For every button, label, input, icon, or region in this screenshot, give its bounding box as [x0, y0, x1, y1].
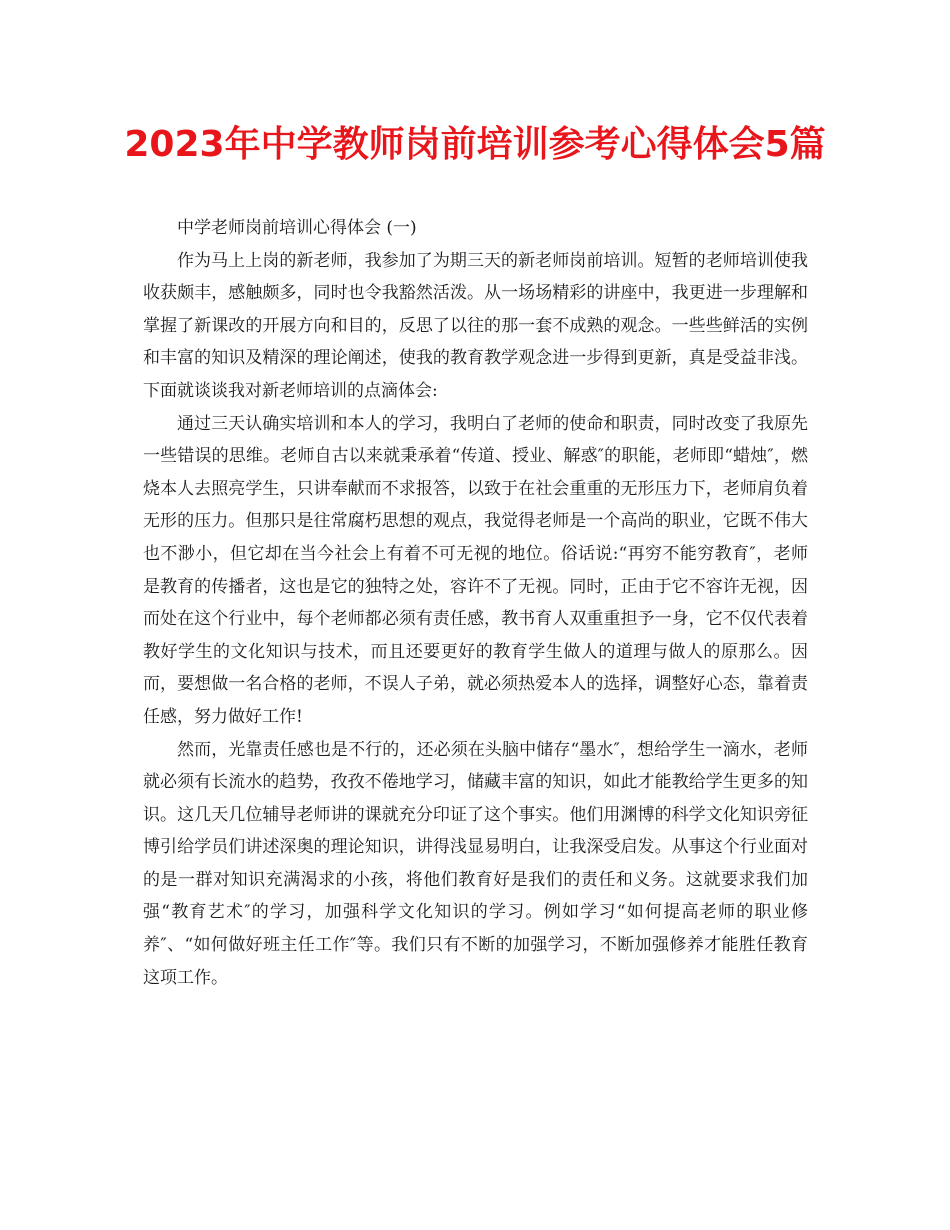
paragraph: 作为马上上岗的新老师，我参加了为期三天的新老师岗前培训。短暂的老师培训使我收获颇丰，感触颇多，同时也令我豁然活泼。从一场场精彩的讲座中，我更进一步理解和掌握了新课改的开展方向和目的，反思了以往的那一套不成熟的观念。一些些鲜活的实例和丰富的知识及精深的理论阐述，使我的教育教学观念进一步得到更新，真是受益非浅。下面就谈谈我对新老师培训的点滴体会:: [143, 250, 808, 401]
paragraph: 然而，光靠责任感也是不行的，还必须在头脑中储存“墨水″，想给学生一滴水，老师就必须有长流水的趋势，孜孜不倦地学习，储藏丰富的知识，如此才能教给学生更多的知识。这几天几位辅导老师讲的课就充分印证了这个事实。他们用渊博的科学文化知识旁征博引给学员们讲述深奥的理论知识，讲得浅显易明白，让我深受启发。从事这个行业面对的是一群对知识充满渴求的小孩，将他们教育好是我们的责任和义务。这就要求我们加强“教育艺术″的学习，加强科学文化知识的学习。例如学习“如何提高老师的职业修养″、“如何做好班主任工作″等。我们只有不断的加强学习，不断加强修养才能胜任教育这项工作。: [143, 739, 808, 988]
document-title: 2023年中学教师岗前培训参考心得体会5篇: [124, 124, 826, 165]
paragraph: 通过三天认确实培训和本人的学习，我明白了老师的使命和职责，同时改变了我原先一些错误的思维。老师自古以来就秉承着“传道、授业、解惑″的职能，老师即“蜡烛″，燃烧本人去照亮学生，只讲奉献而不求报答，以致于在社会重重的无形压力下，老师肩负着无形的压力。但那只是往常腐朽思想的观点，我觉得老师是一个高尚的职业，它既不伟大也不渺小，但它却在当今社会上有着不可无视的地位。俗话说:“再穷不能穷教育″，老师是教育的传播者，这也是它的独特之处，容许不了无视。同时，正由于它不容许无视，因而处在这个行业中，每个老师都必须有责任感，教书育人双重重担予一身，它不仅代表着教好学生的文化知识与技术，而且还要更好的教育学生做人的道理与做人的原那么。因而，要想做一名合格的老师，不误人子弟，就必须热爱本人的选择，调整好心态，靠着责任感，努力做好工作!: [143, 413, 808, 727]
section-subheading: 中学老师岗前培训心得体会 (一): [177, 218, 417, 238]
document-body: [143, 212, 808, 994]
